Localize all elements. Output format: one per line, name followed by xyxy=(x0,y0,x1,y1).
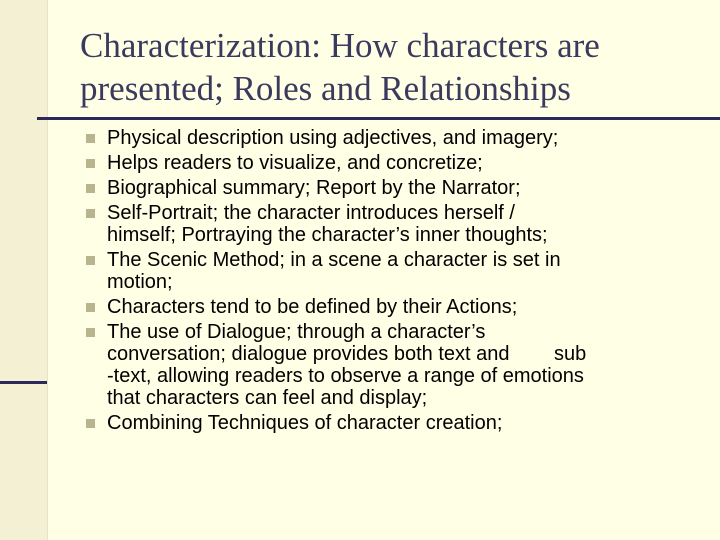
slide-title-line-1: Characterization: How characters are xyxy=(80,26,600,65)
square-bullet-icon xyxy=(86,328,95,337)
square-bullet-icon xyxy=(86,184,95,193)
bullet-text xyxy=(107,296,517,318)
bullet-text xyxy=(107,127,558,149)
bullet-line: Self-Portrait; the character introduces herself / xyxy=(107,202,515,224)
bullet-item xyxy=(86,202,711,246)
bullet-text xyxy=(107,321,586,409)
square-bullet-icon xyxy=(86,419,95,428)
left-stripe-accent xyxy=(0,381,47,384)
bullet-line: conversation; dialogue provides both text and sub xyxy=(107,343,587,365)
square-bullet-icon xyxy=(86,303,95,312)
bullet-line: Combining Techniques of character creation; xyxy=(107,412,503,434)
bullet-line: that characters can feel and display; xyxy=(107,387,428,409)
bullet-text xyxy=(107,177,521,199)
bullet-text xyxy=(107,202,548,246)
bullet-line: Characters tend to be defined by their Actions; xyxy=(107,296,518,318)
square-bullet-icon xyxy=(86,256,95,265)
slide-title-line-2: presented; Roles and Relationships xyxy=(80,69,571,108)
bullet-line: The use of Dialogue; through a character’s xyxy=(107,321,486,343)
bullet-line: -text, allowing readers to observe a range of emotions xyxy=(107,365,584,387)
bullet-item xyxy=(86,152,711,174)
bullet-item xyxy=(86,321,711,409)
bullet-line: Physical description using adjectives, and imagery; xyxy=(107,127,559,149)
bullet-line: Biographical summary; Report by the Narrator; xyxy=(107,177,521,199)
bullet-text xyxy=(107,152,483,174)
bullet-line: motion; xyxy=(107,271,173,293)
bullet-item xyxy=(86,296,711,318)
bullet-item xyxy=(86,177,711,199)
bullet-line: himself; Portraying the character’s inner thoughts; xyxy=(107,224,548,246)
bullet-text xyxy=(107,249,561,293)
bullet-item xyxy=(86,249,711,293)
left-decorative-stripe xyxy=(0,0,48,540)
bullet-item xyxy=(86,412,711,434)
bullet-text xyxy=(107,412,502,434)
bullet-item xyxy=(86,127,711,149)
bullet-list xyxy=(86,127,711,437)
bullet-line: The Scenic Method; in a scene a character is set in xyxy=(107,249,561,271)
square-bullet-icon xyxy=(86,134,95,143)
square-bullet-icon xyxy=(86,209,95,218)
bullet-line: Helps readers to visualize, and concretize; xyxy=(107,152,483,174)
square-bullet-icon xyxy=(86,159,95,168)
slide-title xyxy=(80,24,680,110)
title-underline-rule xyxy=(37,117,720,120)
